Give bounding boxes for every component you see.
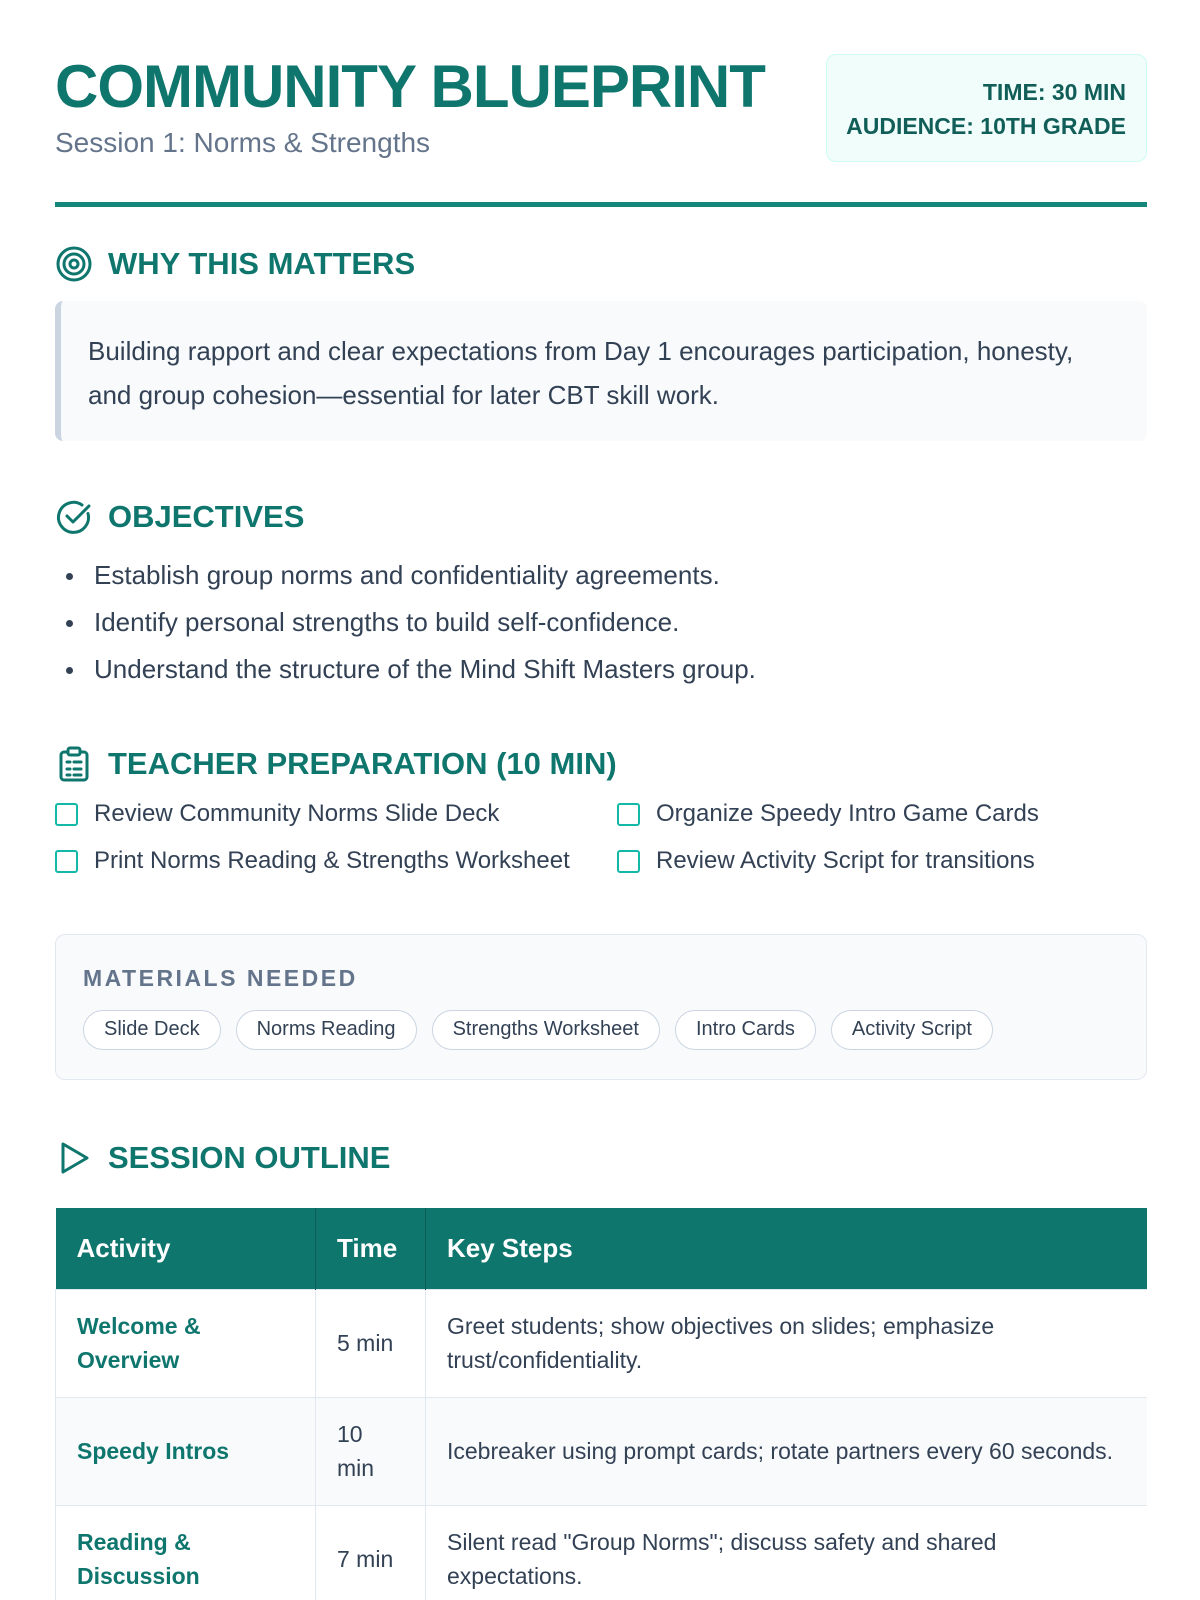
activity-cell: Speedy Intros: [56, 1397, 316, 1505]
material-chip: Strengths Worksheet: [432, 1010, 660, 1050]
checkbox[interactable]: [55, 803, 78, 826]
table-row: [56, 1397, 1148, 1505]
prep-checklist-label: Review Community Norms Slide Deck: [94, 800, 500, 827]
why-callout: Building rapport and clear expectations from Day 1 encourages participation, honesty, and group cohesion—essential for later CBT skill work.: [55, 301, 1147, 441]
outline-heading: [55, 1138, 390, 1178]
steps-cell: Icebreaker using prompt cards; rotate partners every 60 seconds.: [426, 1397, 1148, 1505]
material-chip: Activity Script: [831, 1010, 993, 1050]
table-header-row: [56, 1208, 1148, 1289]
session-meta-box: [826, 54, 1147, 162]
prep-heading: [55, 744, 617, 784]
objectives-heading: [55, 497, 304, 537]
page-subtitle: Session 1: Norms & Strengths: [55, 127, 431, 158]
clipboard-icon: [55, 745, 93, 783]
column-header-key-steps: Key Steps: [426, 1208, 1148, 1289]
time-cell: 7 min: [316, 1505, 426, 1600]
table-row: [56, 1505, 1148, 1600]
objectives-heading-label: OBJECTIVES: [108, 499, 305, 534]
prep-checklist-label: Review Activity Script for transitions: [656, 847, 1035, 874]
objective-item: Identify personal strengths to build self-confidence.: [55, 599, 756, 646]
lesson-page: [55, 0, 1147, 1600]
activity-cell: Welcome & Overview: [56, 1289, 316, 1397]
objective-item: Understand the structure of the Mind Shift Masters group.: [55, 646, 756, 693]
why-heading-label: WHY THIS MATTERS: [108, 246, 416, 281]
materials-panel: [55, 934, 1147, 1080]
page-header: [55, 52, 1147, 207]
session-outline-table: [55, 1208, 1147, 1600]
objective-item: Establish group norms and confidentiality agreements.: [55, 552, 756, 599]
checkbox[interactable]: [617, 850, 640, 873]
checkbox[interactable]: [55, 850, 78, 873]
prep-checklist: [55, 797, 1147, 897]
time-cell: 5 min: [316, 1289, 426, 1397]
material-chip: Norms Reading: [236, 1010, 417, 1050]
materials-label: MATERIALS NEEDED: [83, 965, 358, 991]
prep-checklist-item[interactable]: [55, 797, 499, 831]
objectives-list: [55, 552, 756, 693]
material-chip: Slide Deck: [83, 1010, 221, 1050]
prep-heading-label: TEACHER PREPARATION (10 MIN): [108, 746, 617, 781]
why-heading: [55, 244, 415, 284]
column-header-activity: Activity: [56, 1208, 316, 1289]
prep-checklist-item[interactable]: [617, 844, 1035, 878]
table-row: [56, 1289, 1148, 1397]
steps-cell: Greet students; show objectives on slides; emphasize trust/confidentiality.: [426, 1289, 1148, 1397]
prep-checklist-item[interactable]: [55, 844, 570, 878]
material-chip: Intro Cards: [675, 1010, 816, 1050]
check-circle-icon: [55, 498, 93, 536]
activity-cell: Reading & Discussion: [56, 1505, 316, 1600]
target-icon: [55, 245, 93, 283]
session-time: TIME: 30 MIN: [982, 79, 1126, 105]
session-audience: AUDIENCE: 10TH GRADE: [846, 113, 1126, 139]
prep-checklist-label: Organize Speedy Intro Game Cards: [656, 800, 1039, 827]
time-cell: 10 min: [316, 1397, 426, 1505]
materials-chips: [83, 1010, 1008, 1050]
prep-checklist-label: Print Norms Reading & Strengths Worksheet: [94, 847, 570, 874]
prep-checklist-item[interactable]: [617, 797, 1039, 831]
steps-cell: Silent read "Group Norms"; discuss safety and shared expectations.: [426, 1505, 1148, 1600]
page-title: COMMUNITY BLUEPRINT: [55, 53, 765, 120]
column-header-time: Time: [316, 1208, 426, 1289]
outline-heading-label: SESSION OUTLINE: [108, 1140, 391, 1175]
checkbox[interactable]: [617, 803, 640, 826]
play-icon: [55, 1139, 93, 1177]
